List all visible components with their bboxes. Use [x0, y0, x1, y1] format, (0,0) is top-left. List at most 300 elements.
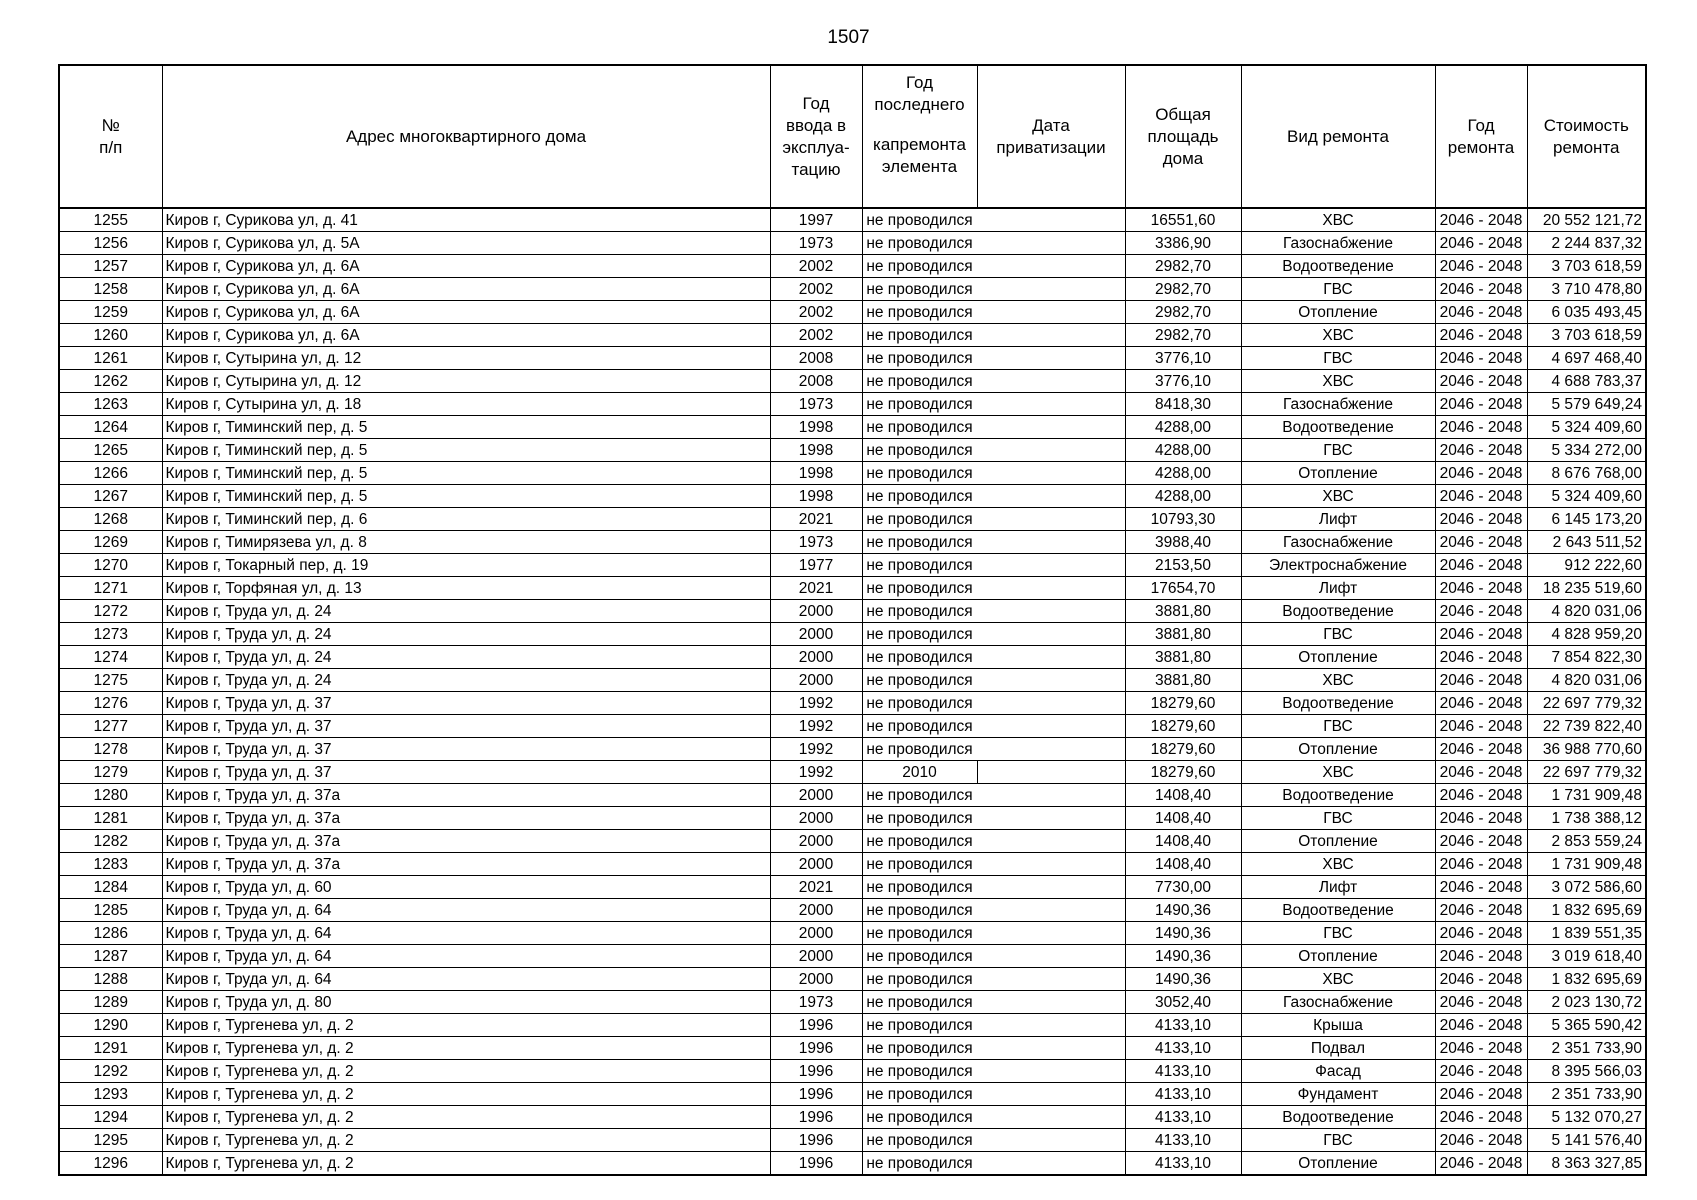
cell-address: Киров г, Труда ул, д. 24 [162, 669, 770, 692]
cell-repair-period: 2046 - 2048 [1435, 738, 1527, 761]
cell-address: Киров г, Сурикова ул, д. 6А [162, 278, 770, 301]
cell-cost: 1 832 695,69 [1527, 899, 1646, 922]
cell-repair-type: ХВС [1241, 324, 1435, 347]
cell-repair-period: 2046 - 2048 [1435, 1106, 1527, 1129]
cell-number: 1286 [59, 922, 162, 945]
table-row [59, 761, 1646, 784]
cell-privatization [977, 784, 1125, 807]
cell-repair-type: ГВС [1241, 623, 1435, 646]
table-row [59, 600, 1646, 623]
cell-last-repair: не проводился [862, 531, 977, 554]
cell-privatization [977, 485, 1125, 508]
cell-number: 1296 [59, 1152, 162, 1176]
cell-last-repair: не проводился [862, 715, 977, 738]
cell-area: 3881,80 [1125, 669, 1241, 692]
cell-number: 1279 [59, 761, 162, 784]
cell-last-repair: не проводился [862, 278, 977, 301]
cell-area: 3776,10 [1125, 347, 1241, 370]
cell-repair-type: ХВС [1241, 485, 1435, 508]
cell-privatization [977, 1106, 1125, 1129]
cell-year-built: 2000 [770, 922, 862, 945]
cell-cost: 4 820 031,06 [1527, 600, 1646, 623]
table-row [59, 278, 1646, 301]
cell-repair-type: ГВС [1241, 922, 1435, 945]
cell-cost: 2 643 511,52 [1527, 531, 1646, 554]
cell-repair-period: 2046 - 2048 [1435, 784, 1527, 807]
cell-year-built: 2002 [770, 255, 862, 278]
cell-repair-period: 2046 - 2048 [1435, 1014, 1527, 1037]
cell-number: 1290 [59, 1014, 162, 1037]
cell-area: 4288,00 [1125, 462, 1241, 485]
cell-number: 1288 [59, 968, 162, 991]
cell-last-repair: не проводился [862, 485, 977, 508]
cell-cost: 8 363 327,85 [1527, 1152, 1646, 1176]
cell-area: 1408,40 [1125, 853, 1241, 876]
cell-privatization [977, 692, 1125, 715]
cell-area: 3052,40 [1125, 991, 1241, 1014]
cell-repair-type: Фундамент [1241, 1083, 1435, 1106]
cell-year-built: 1998 [770, 485, 862, 508]
cell-area: 1490,36 [1125, 922, 1241, 945]
cell-year-built: 2000 [770, 784, 862, 807]
cell-number: 1293 [59, 1083, 162, 1106]
cell-number: 1272 [59, 600, 162, 623]
cell-repair-type: Газоснабжение [1241, 232, 1435, 255]
cell-repair-period: 2046 - 2048 [1435, 991, 1527, 1014]
cell-address: Киров г, Сурикова ул, д. 6А [162, 301, 770, 324]
cell-cost: 3 703 618,59 [1527, 324, 1646, 347]
cell-address: Киров г, Труда ул, д. 64 [162, 922, 770, 945]
cell-number: 1260 [59, 324, 162, 347]
cell-address: Киров г, Сутырина ул, д. 12 [162, 347, 770, 370]
cell-last-repair: не проводился [862, 945, 977, 968]
cell-repair-type: Лифт [1241, 577, 1435, 600]
cell-year-built: 1996 [770, 1106, 862, 1129]
cell-repair-period: 2046 - 2048 [1435, 807, 1527, 830]
cell-cost: 2 853 559,24 [1527, 830, 1646, 853]
table-row [59, 324, 1646, 347]
cell-cost: 1 832 695,69 [1527, 968, 1646, 991]
cell-number: 1291 [59, 1037, 162, 1060]
cell-last-repair: не проводился [862, 669, 977, 692]
cell-privatization [977, 1014, 1125, 1037]
cell-repair-type: Отопление [1241, 462, 1435, 485]
cell-year-built: 2000 [770, 669, 862, 692]
cell-address: Киров г, Труда ул, д. 37а [162, 784, 770, 807]
cell-repair-type: ГВС [1241, 807, 1435, 830]
cell-repair-period: 2046 - 2048 [1435, 278, 1527, 301]
cell-number: 1264 [59, 416, 162, 439]
cell-address: Киров г, Тиминский пер, д. 5 [162, 439, 770, 462]
cell-repair-type: ХВС [1241, 761, 1435, 784]
cell-year-built: 2000 [770, 968, 862, 991]
table-row [59, 1083, 1646, 1106]
cell-number: 1259 [59, 301, 162, 324]
cell-privatization [977, 830, 1125, 853]
cell-number: 1275 [59, 669, 162, 692]
cell-repair-period: 2046 - 2048 [1435, 623, 1527, 646]
cell-cost: 2 244 837,32 [1527, 232, 1646, 255]
cell-year-built: 1973 [770, 991, 862, 1014]
table-row [59, 416, 1646, 439]
cell-area: 18279,60 [1125, 692, 1241, 715]
cell-last-repair: не проводился [862, 623, 977, 646]
cell-year-built: 1996 [770, 1060, 862, 1083]
cell-cost: 6 035 493,45 [1527, 301, 1646, 324]
cell-year-built: 2000 [770, 807, 862, 830]
cell-repair-period: 2046 - 2048 [1435, 439, 1527, 462]
table-row [59, 830, 1646, 853]
cell-last-repair: не проводился [862, 600, 977, 623]
cell-address: Киров г, Труда ул, д. 24 [162, 646, 770, 669]
cell-address: Киров г, Тиминский пер, д. 6 [162, 508, 770, 531]
cell-last-repair: не проводился [862, 876, 977, 899]
cell-year-built: 1996 [770, 1037, 862, 1060]
cell-last-repair: не проводился [862, 807, 977, 830]
cell-address: Киров г, Тургенева ул, д. 2 [162, 1129, 770, 1152]
cell-area: 1408,40 [1125, 830, 1241, 853]
cell-last-repair: не проводился [862, 1014, 977, 1037]
cell-number: 1285 [59, 899, 162, 922]
table-row [59, 439, 1646, 462]
cell-repair-period: 2046 - 2048 [1435, 876, 1527, 899]
cell-repair-type: ХВС [1241, 669, 1435, 692]
cell-privatization [977, 1129, 1125, 1152]
cell-number: 1276 [59, 692, 162, 715]
cell-year-built: 2021 [770, 876, 862, 899]
table-row [59, 899, 1646, 922]
cell-area: 10793,30 [1125, 508, 1241, 531]
table-row [59, 784, 1646, 807]
cell-last-repair: не проводился [862, 301, 977, 324]
cell-number: 1257 [59, 255, 162, 278]
table-row [59, 1106, 1646, 1129]
cell-cost: 5 324 409,60 [1527, 485, 1646, 508]
cell-year-built: 2002 [770, 278, 862, 301]
cell-number: 1281 [59, 807, 162, 830]
cell-privatization [977, 301, 1125, 324]
header-privatization: Дата приватизации [977, 65, 1125, 208]
cell-area: 3776,10 [1125, 370, 1241, 393]
cell-address: Киров г, Сурикова ул, д. 6А [162, 324, 770, 347]
cell-area: 1490,36 [1125, 899, 1241, 922]
cell-year-built: 1973 [770, 393, 862, 416]
cell-year-built: 1973 [770, 531, 862, 554]
repair-registry-table [58, 64, 1647, 1176]
table-row [59, 1060, 1646, 1083]
cell-repair-period: 2046 - 2048 [1435, 830, 1527, 853]
cell-last-repair: не проводился [862, 991, 977, 1014]
cell-cost: 5 365 590,42 [1527, 1014, 1646, 1037]
cell-address: Киров г, Тургенева ул, д. 2 [162, 1083, 770, 1106]
cell-area: 4133,10 [1125, 1106, 1241, 1129]
cell-privatization [977, 1060, 1125, 1083]
cell-address: Киров г, Труда ул, д. 64 [162, 899, 770, 922]
table-row [59, 577, 1646, 600]
cell-cost: 2 351 733,90 [1527, 1037, 1646, 1060]
cell-last-repair: не проводился [862, 922, 977, 945]
cell-number: 1255 [59, 208, 162, 232]
cell-privatization [977, 646, 1125, 669]
cell-address: Киров г, Труда ул, д. 37а [162, 853, 770, 876]
cell-address: Киров г, Труда ул, д. 80 [162, 991, 770, 1014]
cell-year-built: 1977 [770, 554, 862, 577]
cell-number: 1268 [59, 508, 162, 531]
cell-last-repair: не проводился [862, 577, 977, 600]
cell-privatization [977, 991, 1125, 1014]
cell-privatization [977, 554, 1125, 577]
cell-area: 3881,80 [1125, 646, 1241, 669]
table-row [59, 853, 1646, 876]
cell-year-built: 2008 [770, 370, 862, 393]
cell-cost: 1 738 388,12 [1527, 807, 1646, 830]
cell-last-repair: не проводился [862, 255, 977, 278]
cell-address: Киров г, Тиминский пер, д. 5 [162, 485, 770, 508]
cell-last-repair: не проводился [862, 1152, 977, 1176]
cell-repair-type: Водоотведение [1241, 899, 1435, 922]
cell-area: 4133,10 [1125, 1083, 1241, 1106]
table-row [59, 1152, 1646, 1176]
cell-repair-period: 2046 - 2048 [1435, 508, 1527, 531]
table-row [59, 485, 1646, 508]
cell-repair-period: 2046 - 2048 [1435, 646, 1527, 669]
cell-cost: 3 710 478,80 [1527, 278, 1646, 301]
cell-address: Киров г, Сурикова ул, д. 6А [162, 255, 770, 278]
header-area: Общая площадь дома [1125, 65, 1241, 208]
cell-repair-type: Отопление [1241, 945, 1435, 968]
cell-last-repair: не проводился [862, 853, 977, 876]
cell-area: 16551,60 [1125, 208, 1241, 232]
cell-cost: 7 854 822,30 [1527, 646, 1646, 669]
cell-number: 1280 [59, 784, 162, 807]
cell-privatization [977, 853, 1125, 876]
cell-last-repair: не проводился [862, 370, 977, 393]
cell-number: 1261 [59, 347, 162, 370]
cell-year-built: 1997 [770, 208, 862, 232]
cell-repair-period: 2046 - 2048 [1435, 669, 1527, 692]
cell-year-built: 1992 [770, 761, 862, 784]
cell-privatization [977, 416, 1125, 439]
cell-year-built: 2000 [770, 899, 862, 922]
cell-last-repair: не проводился [862, 416, 977, 439]
cell-area: 3881,80 [1125, 600, 1241, 623]
table-row [59, 991, 1646, 1014]
cell-number: 1287 [59, 945, 162, 968]
cell-last-repair: не проводился [862, 232, 977, 255]
table-row [59, 715, 1646, 738]
cell-area: 1490,36 [1125, 968, 1241, 991]
cell-cost: 4 697 468,40 [1527, 347, 1646, 370]
cell-cost: 36 988 770,60 [1527, 738, 1646, 761]
cell-year-built: 2000 [770, 945, 862, 968]
cell-area: 2982,70 [1125, 324, 1241, 347]
cell-last-repair: не проводился [862, 899, 977, 922]
cell-area: 3386,90 [1125, 232, 1241, 255]
cell-repair-type: Водоотведение [1241, 1106, 1435, 1129]
cell-area: 18279,60 [1125, 738, 1241, 761]
cell-repair-type: Водоотведение [1241, 784, 1435, 807]
cell-area: 1408,40 [1125, 807, 1241, 830]
cell-repair-type: Отопление [1241, 738, 1435, 761]
cell-number: 1278 [59, 738, 162, 761]
cell-repair-type: ГВС [1241, 347, 1435, 370]
cell-privatization [977, 1152, 1125, 1176]
cell-address: Киров г, Тургенева ул, д. 2 [162, 1060, 770, 1083]
table-row [59, 301, 1646, 324]
cell-address: Киров г, Труда ул, д. 37 [162, 738, 770, 761]
cell-repair-type: ГВС [1241, 715, 1435, 738]
table-row [59, 393, 1646, 416]
cell-address: Киров г, Торфяная ул, д. 13 [162, 577, 770, 600]
cell-year-built: 1996 [770, 1014, 862, 1037]
cell-last-repair: не проводился [862, 784, 977, 807]
cell-address: Киров г, Сутырина ул, д. 12 [162, 370, 770, 393]
cell-repair-period: 2046 - 2048 [1435, 370, 1527, 393]
cell-year-built: 1973 [770, 232, 862, 255]
cell-address: Киров г, Труда ул, д. 24 [162, 600, 770, 623]
cell-repair-type: Водоотведение [1241, 416, 1435, 439]
cell-address: Киров г, Сурикова ул, д. 41 [162, 208, 770, 232]
cell-year-built: 2000 [770, 623, 862, 646]
cell-repair-period: 2046 - 2048 [1435, 899, 1527, 922]
cell-privatization [977, 807, 1125, 830]
cell-repair-period: 2046 - 2048 [1435, 922, 1527, 945]
cell-area: 1490,36 [1125, 945, 1241, 968]
cell-repair-type: Газоснабжение [1241, 393, 1435, 416]
cell-last-repair: не проводился [862, 324, 977, 347]
cell-repair-type: Электроснабжение [1241, 554, 1435, 577]
table-row [59, 669, 1646, 692]
cell-repair-period: 2046 - 2048 [1435, 600, 1527, 623]
cell-number: 1283 [59, 853, 162, 876]
cell-area: 8418,30 [1125, 393, 1241, 416]
cell-year-built: 1992 [770, 738, 862, 761]
cell-last-repair: не проводился [862, 692, 977, 715]
cell-privatization [977, 508, 1125, 531]
cell-privatization [977, 278, 1125, 301]
cell-address: Киров г, Труда ул, д. 64 [162, 968, 770, 991]
cell-last-repair: не проводился [862, 554, 977, 577]
cell-last-repair: не проводился [862, 439, 977, 462]
cell-area: 2982,70 [1125, 255, 1241, 278]
cell-area: 7730,00 [1125, 876, 1241, 899]
cell-last-repair: не проводился [862, 1037, 977, 1060]
cell-last-repair: не проводился [862, 462, 977, 485]
cell-cost: 2 351 733,90 [1527, 1083, 1646, 1106]
cell-address: Киров г, Тургенева ул, д. 2 [162, 1152, 770, 1176]
cell-last-repair: не проводился [862, 347, 977, 370]
cell-last-repair: не проводился [862, 1083, 977, 1106]
table-row [59, 1014, 1646, 1037]
cell-repair-type: ХВС [1241, 968, 1435, 991]
cell-address: Киров г, Тиминский пер, д. 5 [162, 462, 770, 485]
cell-area: 2153,50 [1125, 554, 1241, 577]
cell-privatization [977, 232, 1125, 255]
cell-area: 4288,00 [1125, 439, 1241, 462]
cell-last-repair: не проводился [862, 830, 977, 853]
table-row [59, 370, 1646, 393]
cell-privatization [977, 255, 1125, 278]
cell-address: Киров г, Труда ул, д. 37 [162, 715, 770, 738]
cell-address: Киров г, Труда ул, д. 37 [162, 761, 770, 784]
cell-cost: 1 839 551,35 [1527, 922, 1646, 945]
cell-repair-period: 2046 - 2048 [1435, 208, 1527, 232]
cell-repair-period: 2046 - 2048 [1435, 554, 1527, 577]
cell-repair-type: Водоотведение [1241, 600, 1435, 623]
cell-privatization [977, 623, 1125, 646]
header-address: Адрес многоквартирного дома [162, 65, 770, 208]
cell-cost: 912 222,60 [1527, 554, 1646, 577]
cell-year-built: 2000 [770, 830, 862, 853]
cell-repair-period: 2046 - 2048 [1435, 462, 1527, 485]
header-num: № п/п [59, 65, 162, 208]
cell-cost: 22 697 779,32 [1527, 692, 1646, 715]
cell-repair-period: 2046 - 2048 [1435, 232, 1527, 255]
cell-repair-type: Водоотведение [1241, 692, 1435, 715]
table-row [59, 347, 1646, 370]
table-row [59, 531, 1646, 554]
cell-area: 4288,00 [1125, 485, 1241, 508]
cell-address: Киров г, Тиминский пер, д. 5 [162, 416, 770, 439]
cell-privatization [977, 669, 1125, 692]
cell-repair-period: 2046 - 2048 [1435, 968, 1527, 991]
cell-year-built: 2002 [770, 301, 862, 324]
cell-cost: 5 141 576,40 [1527, 1129, 1646, 1152]
page-number: 1507 [827, 27, 870, 48]
cell-number: 1265 [59, 439, 162, 462]
table-row [59, 876, 1646, 899]
cell-cost: 5 334 272,00 [1527, 439, 1646, 462]
cell-last-repair: 2010 [862, 761, 977, 784]
table-row [59, 508, 1646, 531]
cell-number: 1292 [59, 1060, 162, 1083]
cell-cost: 6 145 173,20 [1527, 508, 1646, 531]
cell-number: 1284 [59, 876, 162, 899]
cell-year-built: 1996 [770, 1083, 862, 1106]
cell-privatization [977, 899, 1125, 922]
cell-year-built: 1992 [770, 692, 862, 715]
table-row [59, 208, 1646, 232]
cell-area: 18279,60 [1125, 715, 1241, 738]
cell-repair-type: Крыша [1241, 1014, 1435, 1037]
cell-repair-period: 2046 - 2048 [1435, 416, 1527, 439]
cell-repair-period: 2046 - 2048 [1435, 393, 1527, 416]
cell-last-repair: не проводился [862, 1129, 977, 1152]
cell-repair-type: Водоотведение [1241, 255, 1435, 278]
cell-area: 18279,60 [1125, 761, 1241, 784]
table-header [59, 65, 1646, 208]
cell-area: 3881,80 [1125, 623, 1241, 646]
cell-number: 1274 [59, 646, 162, 669]
cell-cost: 5 579 649,24 [1527, 393, 1646, 416]
cell-repair-period: 2046 - 2048 [1435, 1152, 1527, 1176]
cell-repair-period: 2046 - 2048 [1435, 301, 1527, 324]
cell-number: 1271 [59, 577, 162, 600]
cell-address: Киров г, Труда ул, д. 60 [162, 876, 770, 899]
cell-repair-type: Подвал [1241, 1037, 1435, 1060]
cell-number: 1294 [59, 1106, 162, 1129]
table-row [59, 968, 1646, 991]
cell-cost: 4 820 031,06 [1527, 669, 1646, 692]
cell-repair-type: ХВС [1241, 208, 1435, 232]
cell-repair-period: 2046 - 2048 [1435, 853, 1527, 876]
cell-repair-type: Отопление [1241, 1152, 1435, 1176]
cell-repair-type: Лифт [1241, 508, 1435, 531]
table-row [59, 554, 1646, 577]
cell-area: 4133,10 [1125, 1060, 1241, 1083]
cell-address: Киров г, Сутырина ул, д. 18 [162, 393, 770, 416]
cell-year-built: 2000 [770, 853, 862, 876]
